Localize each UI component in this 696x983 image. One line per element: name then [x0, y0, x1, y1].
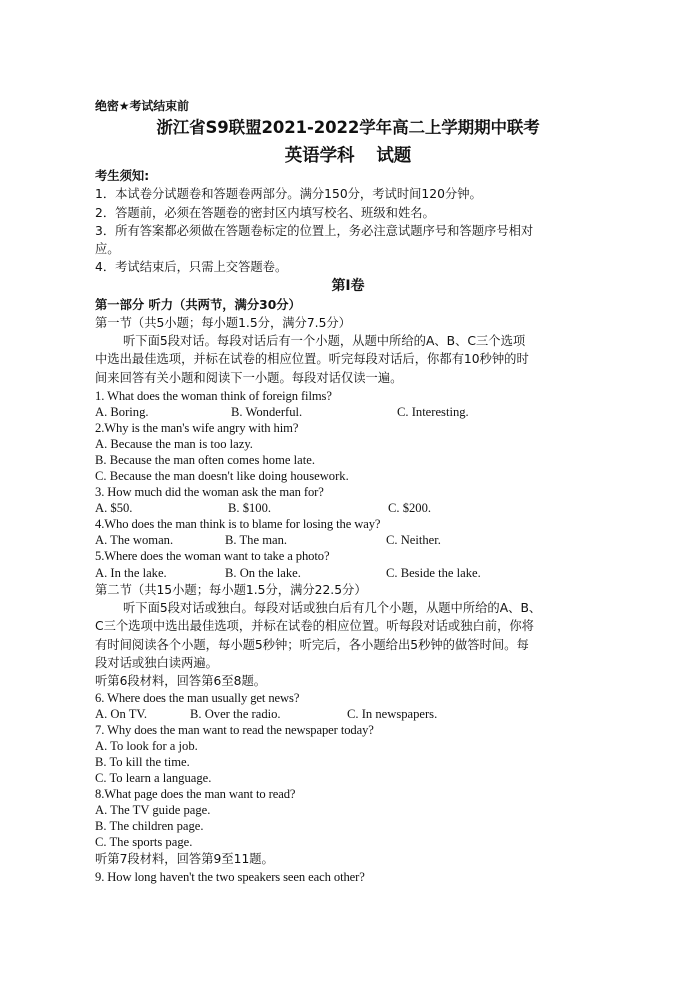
question-5: 5.Where does the woman want to take a photo?	[95, 549, 330, 563]
notice-item: 应。	[95, 242, 120, 256]
option-a: A. The woman.	[95, 533, 174, 547]
notice-heading: 考生须知:	[95, 169, 150, 183]
section2-instructions: 有时间阅读各个小题，每小题5秒钟；听完后，各小题给出5秒钟的做答时间。每	[95, 638, 529, 652]
question-7: 7. Why does the man want to read the newspaper today?	[95, 723, 374, 737]
section2-instructions: 段对话或独白读两遍。	[95, 656, 218, 670]
question-2: 2.Why is the man's wife angry with him?	[95, 421, 299, 435]
option-c: C. Because the man doesn't like doing housework.	[95, 469, 349, 483]
option-c: C. The sports page.	[95, 835, 193, 849]
question-8: 8.What page does the man want to read?	[95, 787, 296, 801]
option-b: B. Wonderful.	[231, 405, 303, 419]
exam-title: 浙江省S9联盟2021-2022学年高二上学期期中联考	[156, 118, 540, 137]
option-c: C. Neither.	[386, 533, 441, 547]
option-c: C. Beside the lake.	[386, 566, 481, 580]
option-b: B. The man.	[225, 533, 288, 547]
section1-instructions: 间来回答有关小题和阅读下一小题。每段对话仅读一遍。	[95, 371, 403, 385]
option-b: B. Over the radio.	[190, 707, 281, 721]
question-6: 6. Where does the man usually get news?	[95, 691, 300, 705]
option-b: B. $100.	[228, 501, 272, 515]
question-1: 1. What does the woman think of foreign films?	[95, 389, 332, 403]
notice-item: 3．所有答案都必须做在答题卷标定的位置上，务必注意试题序号和答题序号相对	[95, 224, 534, 238]
section1-heading: 第一节（共5小题；每小题1.5分，满分7.5分）	[95, 316, 351, 330]
subject-title	[0, 145, 696, 167]
option-c: C. To learn a language.	[95, 771, 212, 785]
material-7-label: 听第7段材料，回答第9至11题。	[95, 852, 274, 866]
notice-item: 1．本试卷分试题卷和答题卷两部分。满分150分，考试时间120分钟。	[95, 187, 482, 201]
option-c: C. Interesting.	[397, 405, 469, 419]
subject-name: 英语学科	[284, 146, 355, 166]
option-a: A. Boring.	[95, 405, 149, 419]
notice-item: 4．考试结束后，只需上交答题卷。	[95, 260, 288, 274]
confidential-label: 绝密★考试结束前	[95, 99, 189, 113]
option-a: A. In the lake.	[95, 566, 167, 580]
section1-instructions: 中选出最佳选项，并标在试卷的相应位置。听完每段对话后，你都有10秒钟的时	[95, 352, 529, 366]
option-b: B. On the lake.	[225, 566, 301, 580]
part1-heading: 第一部分 听力（共两节，满分30分）	[95, 298, 301, 312]
section2-instructions: C三个选项中选出最佳选项，并标在试卷的相应位置。听每段对话或独白前，你将	[95, 619, 534, 633]
option-c: C. In newspapers.	[347, 707, 438, 721]
notice-item: 2．答题前，必须在答题卷的密封区内填写校名、班级和姓名。	[95, 206, 435, 220]
section2-instructions: 听下面5段对话或独白。每段对话或独白后有几个小题，从题中所给的A、B、	[123, 601, 542, 615]
volume-heading: 第Ⅰ卷	[331, 278, 365, 294]
option-c: C. $200.	[388, 501, 432, 515]
option-a: A. Because the man is too lazy.	[95, 437, 253, 451]
section2-heading: 第二节（共15小题；每小题1.5分，满分22.5分）	[95, 583, 367, 597]
material-6-label: 听第6段材料，回答第6至8题。	[95, 674, 267, 688]
question-9: 9. How long haven't the two speakers seen each other?	[95, 870, 365, 884]
option-a: A. On TV.	[95, 707, 148, 721]
option-a: A. To look for a job.	[95, 739, 198, 753]
option-b: B. The children page.	[95, 819, 204, 833]
option-a: A. The TV guide page.	[95, 803, 211, 817]
option-b: B. Because the man often comes home late.	[95, 453, 315, 467]
section1-instructions: 听下面5段对话。每段对话后有一个小题，从题中所给的A、B、C三个选项	[123, 334, 526, 348]
question-3: 3. How much did the woman ask the man for?	[95, 485, 324, 499]
subject-suffix: 试题	[376, 146, 412, 166]
option-b: B. To kill the time.	[95, 755, 190, 769]
question-4: 4.Who does the man think is to blame for losing the way?	[95, 517, 381, 531]
option-a: A. $50.	[95, 501, 133, 515]
